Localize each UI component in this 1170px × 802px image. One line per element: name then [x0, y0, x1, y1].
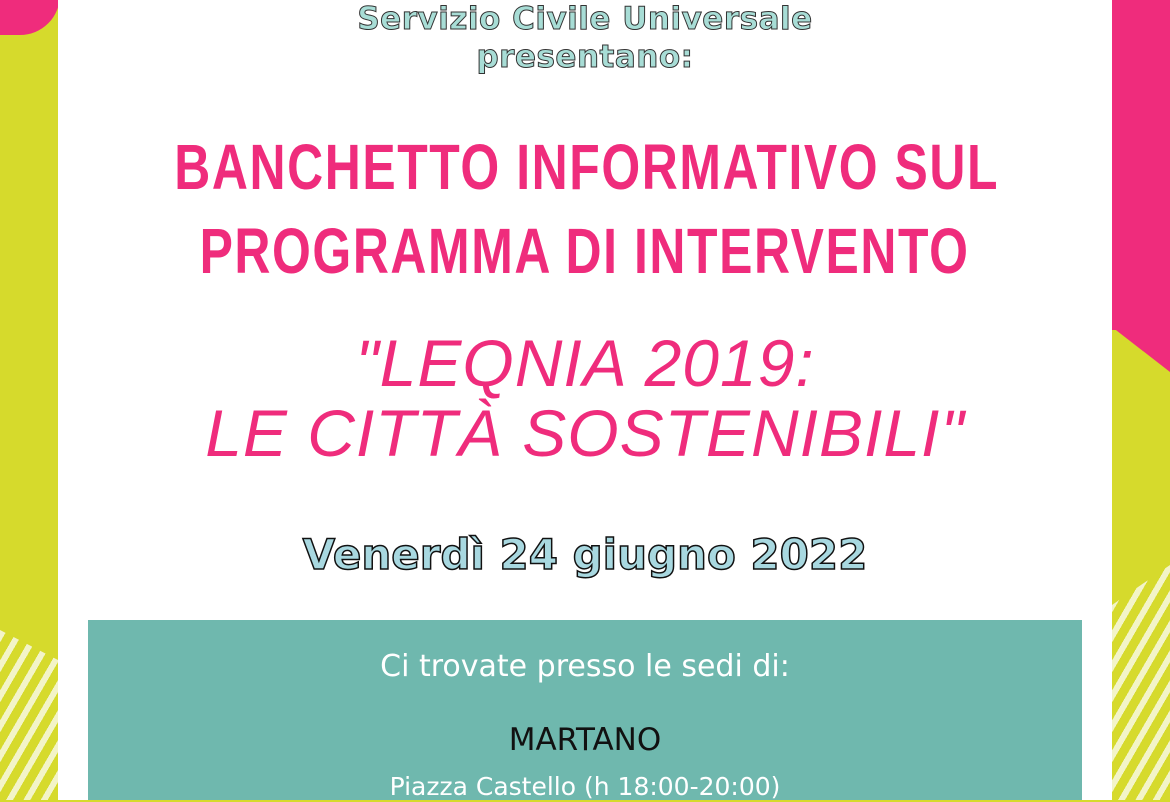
organizer-heading: [58, 0, 1112, 76]
locations-box: [88, 620, 1082, 800]
pink-shape: [1112, 0, 1170, 330]
organizer-name: Servizio Civile Universale: [357, 1, 813, 37]
location-address: Piazza Castello (h 18:00-20:00): [389, 772, 781, 801]
stripes-pattern: [1112, 565, 1170, 800]
pink-shape-curve: [1112, 300, 1170, 390]
pink-shape: [0, 0, 58, 35]
poster-panel: [58, 0, 1112, 800]
stripes-pattern: [0, 630, 58, 800]
title-line-1: BANCHETTO INFORMATIVO SUL: [174, 131, 1000, 203]
subtitle-line-1: "LEQNIA 2019:: [355, 326, 815, 400]
presentano-text: presentano:: [476, 39, 694, 75]
event-title: [58, 125, 1112, 293]
title-line-2-row: [58, 209, 1112, 293]
locations-intro: Ci trovate presso le sedi di:: [380, 649, 790, 684]
event-subtitle: [58, 328, 1112, 468]
right-decoration: [1112, 0, 1170, 800]
title-line-1-row: [58, 125, 1112, 209]
title-line-2: PROGRAMMA DI INTERVENTO: [200, 215, 970, 287]
left-decoration: [0, 0, 58, 800]
subtitle-line-2: LE CITTÀ SOSTENIBILI": [205, 396, 965, 470]
event-date: Venerdì 24 giugno 2022: [302, 530, 868, 579]
location-city: MARTANO: [508, 722, 662, 758]
